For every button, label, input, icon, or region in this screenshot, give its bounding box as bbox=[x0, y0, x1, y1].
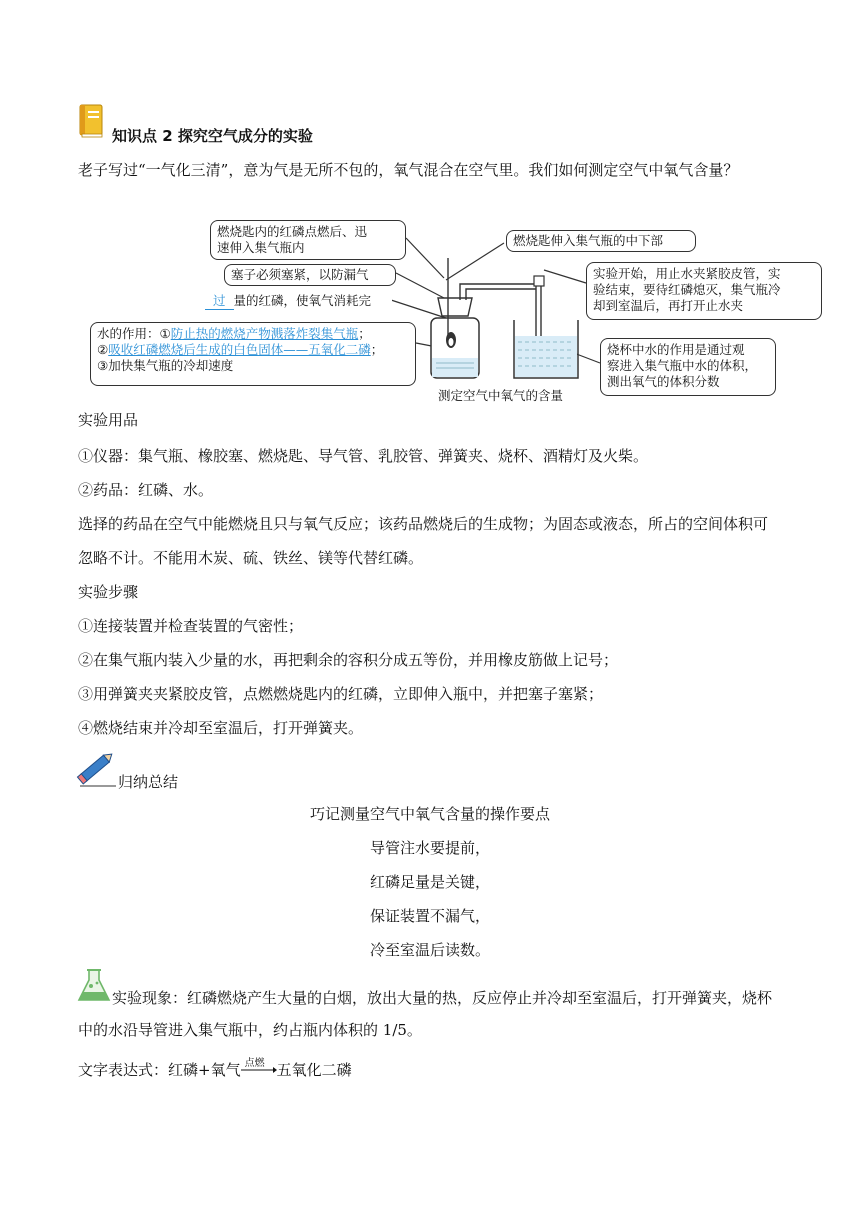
callout-spoon: 燃烧匙内的红磷点燃后、迅 速伸入集气瓶内 bbox=[210, 220, 406, 260]
callout-beaker: 烧杯中水的作用是通过观 察进入集气瓶中水的体积， 测出氧气的体积分数 bbox=[600, 338, 776, 396]
poem-line-1: 导管注水要提前， bbox=[369, 839, 490, 857]
phenomenon-line1: 实验现象：红磷燃烧产生大量的白烟，放出大量的热，反应停止并冷却至室温后，打开弹簧夹，烧杯 bbox=[112, 989, 773, 1007]
word-equation bbox=[78, 1060, 352, 1080]
step-3: ③用弹簧夹夹紧胶皮管，点燃燃烧匙内的红磷，立即伸入瓶中，并把塞子塞紧； bbox=[78, 685, 604, 703]
book-icon bbox=[78, 104, 106, 138]
diagram-caption: 测定空气中氧气的含量 bbox=[438, 388, 564, 403]
poem-title: 巧记测量空气中氧气含量的操作要点 bbox=[309, 805, 550, 823]
equation-reactants: 文字表达式：红磷+氧气 bbox=[78, 1061, 241, 1079]
callout-spoon-depth: 燃烧匙伸入集气瓶的中下部 bbox=[506, 230, 696, 252]
equation-arrow bbox=[241, 1060, 277, 1080]
step-4: ④燃烧结束并冷却至室温后，打开弹簧夹。 bbox=[78, 719, 364, 737]
materials-instruments: ①仪器：集气瓶、橡胶塞、燃烧匙、导气管、乳胶管、弹簧夹、烧杯、酒精灯及火柴。 bbox=[78, 447, 649, 465]
flask-icon bbox=[76, 966, 112, 1004]
materials-title: 实验用品 bbox=[78, 411, 139, 429]
callout-water-role: 水的作用：①防止热的燃烧产物溅落炸裂集气瓶； ②吸收红磷燃烧后生成的白色固体——五氧化二磷； ③加快集气瓶的冷却速度 bbox=[90, 322, 416, 386]
poem-line-3: 保证装置不漏气， bbox=[369, 907, 490, 925]
poem-line-2: 红磷足量是关键， bbox=[369, 873, 490, 891]
steps-title: 实验步骤 bbox=[78, 583, 139, 601]
phenomenon-line2: 中的水沿导管进入集气瓶中，约占瓶内体积的 1/5。 bbox=[78, 1021, 422, 1039]
summary-label: 归纳总结 bbox=[118, 773, 179, 791]
pencil-icon bbox=[76, 748, 118, 788]
section-heading: 知识点 2 探究空气成分的实验 bbox=[112, 127, 313, 145]
intro-paragraph: 老子写过“一气化三清”，意为气是无所不包的，氧气混合在空气里。我们如何测定空气中氧气含量？ bbox=[78, 161, 739, 179]
step-1: ①连接装置并检查装置的气密性； bbox=[78, 617, 304, 635]
equation-product: 五氧化二磷 bbox=[276, 1061, 352, 1079]
choice-paragraph-line2: 忽略不计。不能用木炭、硫、铁丝、镁等代替红磷。 bbox=[78, 549, 424, 567]
choice-paragraph-line1: 选择的药品在空气中能燃烧且只与氧气反应；该药品燃烧后的生成物；为固态或液态，所占的空间体积可 bbox=[78, 515, 769, 533]
callout-excess-phosphorus: 过 量的红磷，使氧气消耗完 bbox=[198, 290, 392, 312]
experiment-diagram bbox=[86, 218, 826, 404]
callout-stopper: 塞子必须塞紧，以防漏气 bbox=[224, 264, 396, 286]
poem-line-4: 冷至室温后读数。 bbox=[369, 941, 490, 959]
callout-clamp: 实验开始，用止水夹紧胶皮管，实 验结束，要待红磷熄灭，集气瓶冷 却到室温后，再打开止水夹 bbox=[586, 262, 822, 320]
equation-condition: 点燃 bbox=[244, 1058, 265, 1069]
step-2: ②在集气瓶内装入少量的水，再把剩余的容积分成五等份，并用橡皮筋做上记号； bbox=[78, 651, 619, 669]
materials-reagents: ②药品：红磷、水。 bbox=[78, 481, 214, 499]
